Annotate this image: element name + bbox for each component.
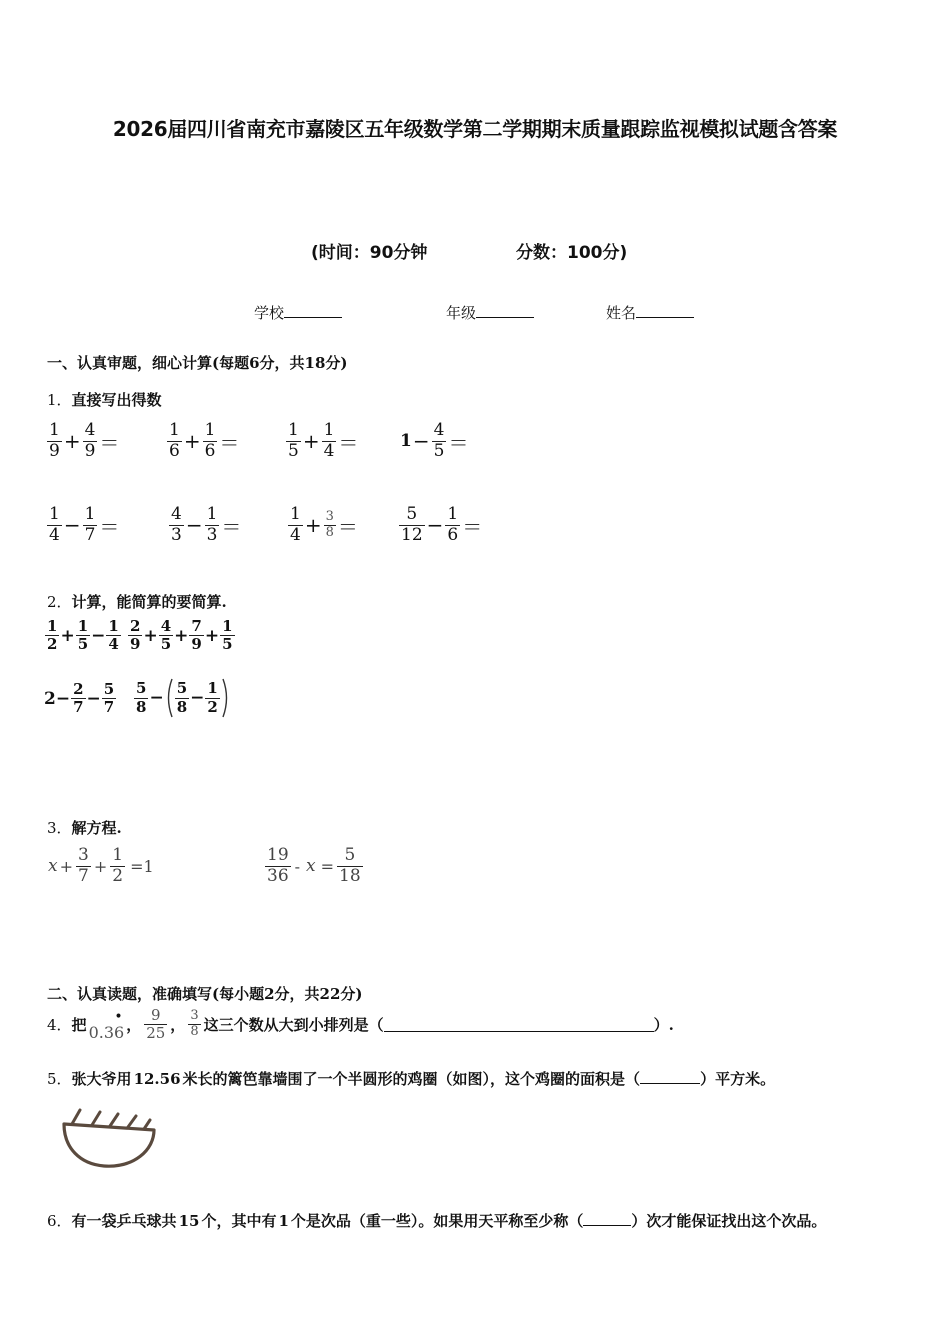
fraction: $\frac{19}{36}$ xyxy=(267,845,289,886)
fraction: $\frac{3}{8}$ xyxy=(190,1008,199,1040)
q5-text-a: 张大爷用 xyxy=(71,1070,132,1088)
operator: − xyxy=(190,688,205,708)
variable-x: x xyxy=(48,856,58,877)
operator: − xyxy=(426,513,444,538)
operator: − xyxy=(412,429,430,454)
operator: + xyxy=(60,625,75,646)
name-field[interactable] xyxy=(606,302,694,323)
q2-expression-1 xyxy=(44,618,122,654)
q2-expression-2 xyxy=(127,618,236,654)
q2-number: 2． xyxy=(47,593,72,611)
q4-text-post: 这三个数从大到小排列是（ xyxy=(203,1016,384,1035)
page-title: 2026届四川省南充市嘉陵区五年级数学第二学期期末质量跟踪监视模拟试题含答案 xyxy=(112,117,838,141)
operator: - xyxy=(294,856,301,876)
equals-sign: ＝ xyxy=(337,514,358,539)
fraction: $\frac{1}{4}$ xyxy=(323,420,335,461)
fraction: $\frac{1}{6}$ xyxy=(169,420,180,461)
q1-item-2 xyxy=(166,421,240,461)
operator: − xyxy=(91,625,106,646)
grade-field[interactable] xyxy=(446,302,534,323)
integer: 2 xyxy=(44,688,56,709)
section2-heading: 二、认真读题，准确填写(每小题2分，共22分) xyxy=(47,985,363,1003)
grade-label: 年级 xyxy=(446,304,477,322)
fraction: $\frac{1}{5}$ xyxy=(288,420,299,461)
right-paren xyxy=(221,677,231,719)
q6-text-c: 个是次品（重一些）。如果用天平称至少称（ xyxy=(290,1212,584,1230)
q6-text-d: ）次才能保证找出这个次品。 xyxy=(631,1212,827,1230)
operator: − xyxy=(86,688,101,709)
name-blank[interactable] xyxy=(636,303,694,318)
comma: ， xyxy=(126,1016,142,1035)
fraction: $\frac{2}{7}$ xyxy=(73,680,84,717)
school-blank[interactable] xyxy=(284,303,342,318)
fraction: $\frac{4}{9}$ xyxy=(84,420,96,461)
operator: + xyxy=(174,625,189,646)
q6-number: 6． xyxy=(47,1212,72,1230)
operator: + xyxy=(302,429,320,454)
fraction: $\frac{4}{5}$ xyxy=(160,617,172,654)
equals-sign: ＝ xyxy=(462,514,483,539)
fraction: $\frac{1}{5}$ xyxy=(222,617,233,654)
operator: + xyxy=(143,625,158,646)
left-paren xyxy=(164,677,174,719)
q5-answer-blank[interactable] xyxy=(640,1069,700,1084)
q2-text: 计算，能简算的要简算. xyxy=(71,593,227,611)
fraction: $\frac{5}{8}$ xyxy=(136,679,147,716)
q1-item-1 xyxy=(46,421,120,461)
school-field[interactable] xyxy=(254,302,342,323)
grade-blank[interactable] xyxy=(476,303,534,318)
equation-rhs: =1 xyxy=(130,856,154,876)
q6-prompt xyxy=(47,1210,826,1231)
q1-item-4 xyxy=(400,421,469,461)
equals-sign: ＝ xyxy=(221,514,242,539)
fraction: $\frac{1}{2}$ xyxy=(207,679,218,716)
comma: ， xyxy=(170,1016,186,1035)
operator: + xyxy=(93,856,108,876)
q1-item-7 xyxy=(287,505,359,545)
q4-answer-blank[interactable] xyxy=(384,1017,654,1032)
q5-length: 12.56 xyxy=(133,1070,181,1088)
fraction: $\frac{9}{25}$ xyxy=(146,1006,166,1043)
name-label: 姓名 xyxy=(606,304,637,322)
school-label: 学校 xyxy=(254,304,285,322)
operator: + xyxy=(304,513,322,538)
q6-text-b: 个，其中有 xyxy=(201,1212,277,1230)
operator: + xyxy=(183,429,201,454)
q4-prompt xyxy=(47,1007,674,1043)
q6-count: 15 xyxy=(178,1212,200,1230)
fraction: $\frac{1}{4}$ xyxy=(290,504,301,545)
operator: + xyxy=(59,856,73,876)
q5-text-b: 米长的篱笆靠墙围了一个半圆形的鸡圈（如图），这个鸡圈的面积是（ xyxy=(182,1070,641,1088)
fraction: $\frac{1}{4}$ xyxy=(49,504,60,545)
q2-expression-3 xyxy=(44,681,117,717)
fraction: $\frac{1}{6}$ xyxy=(447,504,459,545)
equals-sign: ＝ xyxy=(99,514,120,539)
fraction: $\frac{1}{4}$ xyxy=(108,617,119,654)
fraction: $\frac{1}{2}$ xyxy=(47,617,58,654)
equals-sign: = xyxy=(320,856,335,876)
equals-sign: ＝ xyxy=(448,430,469,455)
fraction-small: $\frac{3}{8}$ xyxy=(325,508,334,540)
q1-item-5 xyxy=(46,505,120,545)
q2-prompt xyxy=(47,591,227,612)
equals-sign: ＝ xyxy=(99,430,120,455)
operator: − xyxy=(149,688,164,708)
fraction: $\frac{1}{3}$ xyxy=(206,504,218,545)
exam-time: (时间：90分钟 xyxy=(311,243,428,263)
fraction: $\frac{1}{9}$ xyxy=(49,420,60,461)
operator: − xyxy=(185,513,203,538)
q1-item-8 xyxy=(398,505,483,545)
fraction: $\frac{1}{6}$ xyxy=(204,420,216,461)
semicircle-coop-figure xyxy=(58,1104,160,1172)
section1-heading: 一、认真审题，细心计算(每题6分，共18分) xyxy=(47,354,348,372)
q1-item-6 xyxy=(168,505,242,545)
q2-expression-4 xyxy=(133,677,231,719)
variable-x: x xyxy=(306,856,316,877)
q3-number: 3． xyxy=(47,819,72,837)
q4-text-end: ）. xyxy=(653,1016,674,1035)
operator: + xyxy=(204,625,220,646)
q5-prompt xyxy=(47,1068,775,1089)
repeat-dot: • xyxy=(114,1009,123,1026)
q1-number: 1． xyxy=(47,391,72,409)
q5-text-c: ）平方米。 xyxy=(700,1070,776,1088)
q6-text-a: 有一袋乒乓球共 xyxy=(71,1212,177,1230)
exam-score: 分数：100分) xyxy=(516,243,628,263)
q3-equation-1 xyxy=(48,846,154,886)
q3-prompt xyxy=(47,817,122,838)
q4-number: 4． xyxy=(47,1016,72,1035)
q5-number: 5． xyxy=(47,1070,72,1088)
q1-item-3 xyxy=(285,421,359,461)
fraction: $\frac{5}{18}$ xyxy=(339,845,361,886)
q4-text-pre: 把 xyxy=(71,1016,87,1035)
q6-answer-blank[interactable] xyxy=(583,1211,631,1226)
q6-defective-count: 1 xyxy=(278,1212,289,1230)
q1-text: 直接写出得数 xyxy=(71,391,162,409)
integer: 1 xyxy=(400,431,412,452)
fraction: $\frac{7}{9}$ xyxy=(191,617,202,654)
repeating-decimal: 0.36 • xyxy=(88,1009,125,1043)
q3-text: 解方程. xyxy=(71,819,122,837)
operator: + xyxy=(63,429,81,454)
fraction: $\frac{4}{3}$ xyxy=(171,504,182,545)
fraction: $\frac{4}{5}$ xyxy=(433,420,445,461)
fraction: $\frac{2}{9}$ xyxy=(130,617,141,654)
q1-prompt xyxy=(47,389,162,410)
fraction: $\frac{1}{7}$ xyxy=(84,504,96,545)
fraction: $\frac{3}{7}$ xyxy=(78,845,89,886)
q3-equation-2 xyxy=(264,846,364,886)
fraction: $\frac{1}{5}$ xyxy=(77,617,89,654)
fraction: $\frac{5}{7}$ xyxy=(103,680,115,717)
fraction: $\frac{5}{12}$ xyxy=(401,504,423,545)
equals-sign: ＝ xyxy=(338,430,359,455)
operator: − xyxy=(63,513,81,538)
fraction: $\frac{5}{8}$ xyxy=(176,679,188,716)
fraction: $\frac{1}{2}$ xyxy=(112,845,124,886)
equals-sign: ＝ xyxy=(219,430,240,455)
operator: − xyxy=(55,688,71,709)
